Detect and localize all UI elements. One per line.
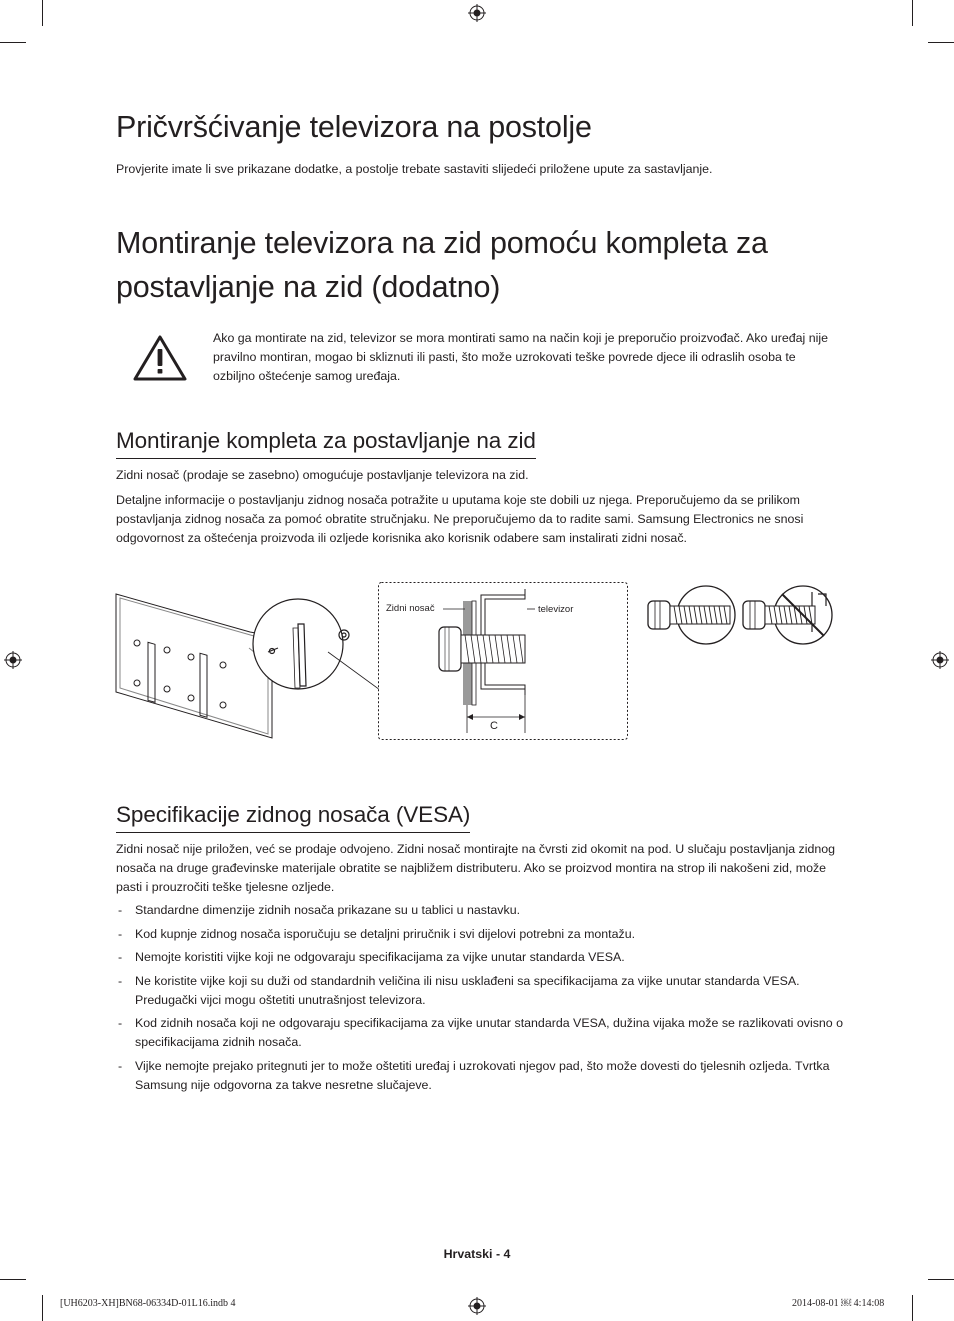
list-item: - Nemojte koristiti vijke koji ne odgovaraju specifikacijama za vijke unutar standarda VESA. xyxy=(116,948,846,967)
label-c: C xyxy=(490,720,498,732)
crop-mark xyxy=(912,0,913,26)
crop-mark xyxy=(0,42,26,43)
date-slug: 2014-08-01 ￼ 4:14:08 xyxy=(792,1298,885,1309)
label-tv: televizor xyxy=(538,604,574,615)
kit-text-1: Zidni nosač (prodaje se zasebno) omogućuje postavljanje televizora na zid. xyxy=(116,468,529,482)
wall-mount-title: Montiranje televizora na zid pomoću kompleta za postavljanje na zid (dodatno) xyxy=(116,226,768,304)
screw-ok-icon xyxy=(645,584,737,646)
list-item: - Kod kupnje zidnog nosača isporučuju se detaljni priručnik i svi dijelovi potrebni za montažu. xyxy=(116,925,846,944)
crop-mark xyxy=(912,1295,913,1321)
kit-title: Montiranje kompleta za postavljanje na zid xyxy=(116,427,536,459)
crop-mark xyxy=(42,1295,43,1321)
crop-mark xyxy=(0,1279,26,1280)
list-item: - Ne koristite vijke koji su duži od standardnih veličina ili nisu usklađeni sa specifikacijama za vijke unutar standarda VESA. Predugački vijci mogu oštetiti unutrašnjost televizora. xyxy=(116,972,846,1010)
registration-mark-icon xyxy=(4,651,22,669)
vesa-intro: Zidni nosač nije priložen, već se prodaje odvojeno. Zidni nosač montirajte na čvrsti zid okomit na pod. U slučaju postavljanja zidnog nosača na druge građevinske materijale obratite se najbližem distributeru. Ako se proizvod montira na strop ili nakošeni zid, može pasti i prouzročiti teške tjelesne ozljede. xyxy=(116,842,836,894)
assembly-title: Pričvršćivanje televizora na postolje xyxy=(116,110,592,144)
registration-mark-icon xyxy=(468,4,486,22)
crop-mark xyxy=(928,1279,954,1280)
crop-mark xyxy=(42,0,43,26)
file-slug: [UH6203-XH]BN68-06334D-01L16.indb 4 xyxy=(60,1298,236,1309)
warning-triangle-icon xyxy=(132,334,188,382)
kit-text-2: Detaljne informacije o postavljanju zidnog nosača potražite u uputama koje ste dobili uz njega. Preporučujemo da se prilikom postavljanja zidnog nosača za pomoć obratite stručnjaku. Ne preporučujemo da to radite sami. Samsung Electronics ne snosi odgovornost za oštećenja proizvoda ili ozljede korisnika ako korisnik odabere sam instalirati zidni nosač. xyxy=(116,493,804,545)
list-item: - Kod zidnih nosača koji ne odgovaraju specifikacijama za vijke unutar standarda VESA, dužina vijaka može se razlikovati ovisno o specifikacijama zidnih nosača. xyxy=(116,1014,846,1052)
list-item: - Vijke nemojte prejako pritegnuti jer to može oštetiti uređaj i uzrokovati njegov pad, što može dovesti do tjelesnih ozljeda. Tvrtka Samsung nije odgovorna za takve nesretne slučajeve. xyxy=(116,1057,846,1095)
registration-mark-icon xyxy=(468,1297,486,1315)
screw-not-ok-icon xyxy=(740,584,834,646)
assembly-text: Provjerite imate li sve prikazane dodatke, a postolje trebate sastaviti slijedeći priložene upute za sastavljanje. xyxy=(116,162,713,176)
registration-mark-icon xyxy=(931,651,949,669)
label-wall-bracket: Zidni nosač xyxy=(386,603,435,614)
page-number: Hrvatski - 4 xyxy=(443,1247,511,1261)
warning-text: Ako ga montirate na zid, televizor se mora montirati samo na način koji je preporučio proizvođač. Ako uređaj nije pravilno montiran, mogao bi skliznuti ili pasti, što može uzrokovati teške povrede djece ili odraslih osoba te ozbiljno oštećenje samog uređaja. xyxy=(213,331,829,384)
tv-back-illustration xyxy=(112,588,382,744)
vesa-title: Specifikacije zidnog nosača (VESA) xyxy=(116,801,470,833)
crop-mark xyxy=(928,42,954,43)
vesa-bullet-list xyxy=(116,901,846,1099)
list-item: - Standardne dimenzije zidnih nosača prikazane su u tablici u nastavku. xyxy=(116,901,846,920)
